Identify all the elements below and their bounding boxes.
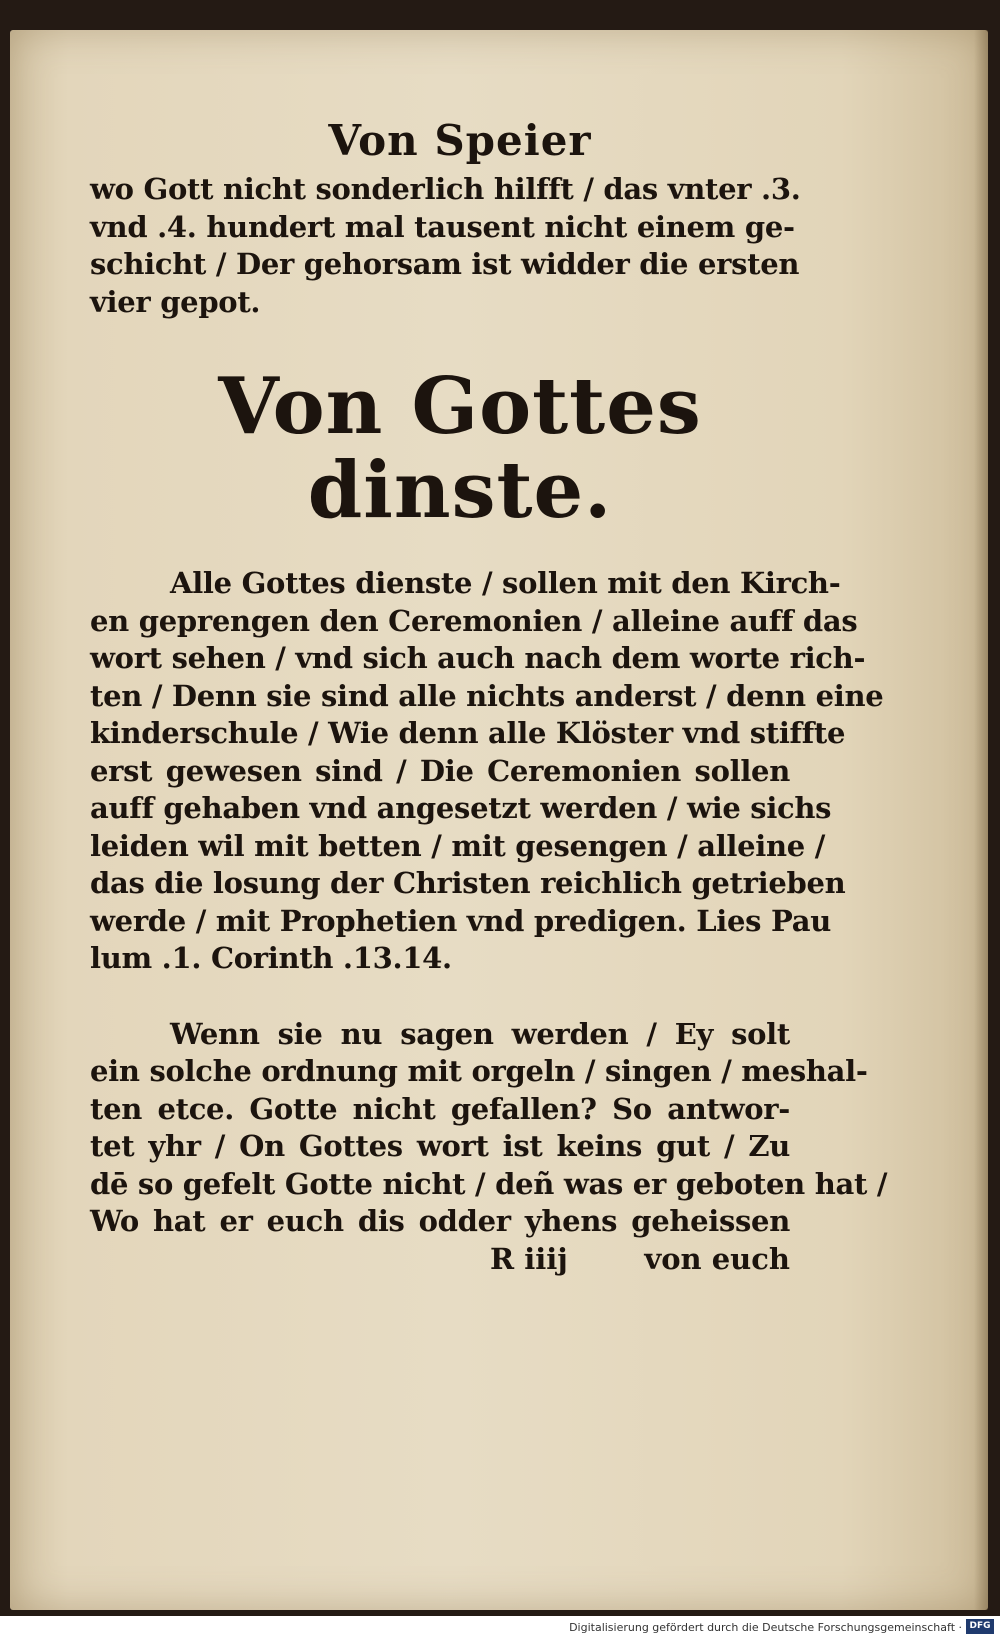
text-line: ein solche ordnung mit orgeln / singen / meshal- bbox=[90, 1054, 868, 1088]
page-edge-shadow bbox=[974, 30, 988, 1610]
text-line: erst gewesen sind / Die Ceremonien sollen bbox=[90, 753, 790, 788]
paragraph-2 bbox=[90, 1016, 888, 1241]
text-line: lum .1. Corinth .13.14. bbox=[90, 941, 452, 975]
text-line: Wenn sie nu sagen werden / Ey solt bbox=[170, 1016, 790, 1051]
dfg-logo: DFG bbox=[966, 1619, 994, 1634]
signature-mark: R iiij bbox=[490, 1241, 568, 1276]
text-line: wo Gott nicht sonderlich hilfft / das vnter .3. bbox=[90, 172, 801, 206]
heading-line: dinste. bbox=[307, 445, 613, 536]
heading-line: Von Gottes bbox=[218, 361, 702, 452]
paragraph-1 bbox=[90, 565, 884, 978]
section-heading bbox=[130, 361, 790, 536]
funding-credit: Digitalisierung gefördert durch die Deutsche Forschungsgemeinschaft · bbox=[569, 1621, 962, 1634]
text-line: leiden wil mit betten / mit gesengen / alleine / bbox=[90, 828, 826, 863]
text-line: tet yhr / On Gottes wort ist keins gut / Zu bbox=[90, 1129, 790, 1163]
text-line: wort sehen / vnd sich auch nach dem worte rich- bbox=[90, 641, 866, 675]
text-line: dē so gefelt Gotte nicht / deñ was er geboten hat / bbox=[90, 1166, 888, 1201]
text-line: vnd .4. hundert mal tausent nicht einem ge- bbox=[90, 209, 795, 244]
text-line: Wo hat er euch dis odder yhens geheissen bbox=[90, 1204, 790, 1238]
text-line: vier gepot. bbox=[90, 284, 261, 319]
text-line: das die losung der Christen reichlich getrieben bbox=[90, 866, 846, 900]
signature-line bbox=[90, 1241, 790, 1281]
text-line: ten / Denn sie sind alle nichts anderst / denn eine bbox=[90, 678, 884, 713]
text-line: Alle Gottes dienste / sollen mit den Kirch- bbox=[170, 566, 841, 600]
intro-paragraph bbox=[90, 171, 801, 321]
running-head: Von Speier bbox=[328, 116, 592, 165]
text-line: schicht / Der gehorsam ist widder die ersten bbox=[90, 247, 800, 281]
text-line: ten etce. Gotte nicht gefallen? So antwor- bbox=[90, 1091, 790, 1126]
text-line: werde / mit Prophetien vnd predigen. Lies Pau bbox=[90, 903, 831, 938]
page-text-block bbox=[90, 80, 888, 1281]
catchword: von euch bbox=[644, 1241, 790, 1276]
text-line: kinderschule / Wie denn alle Klöster vnd stiffte bbox=[90, 716, 846, 750]
text-line: auff gehaben vnd angesetzt werden / wie sichs bbox=[90, 791, 832, 825]
text-line: en geprengen den Ceremonien / alleine auff das bbox=[90, 603, 858, 638]
